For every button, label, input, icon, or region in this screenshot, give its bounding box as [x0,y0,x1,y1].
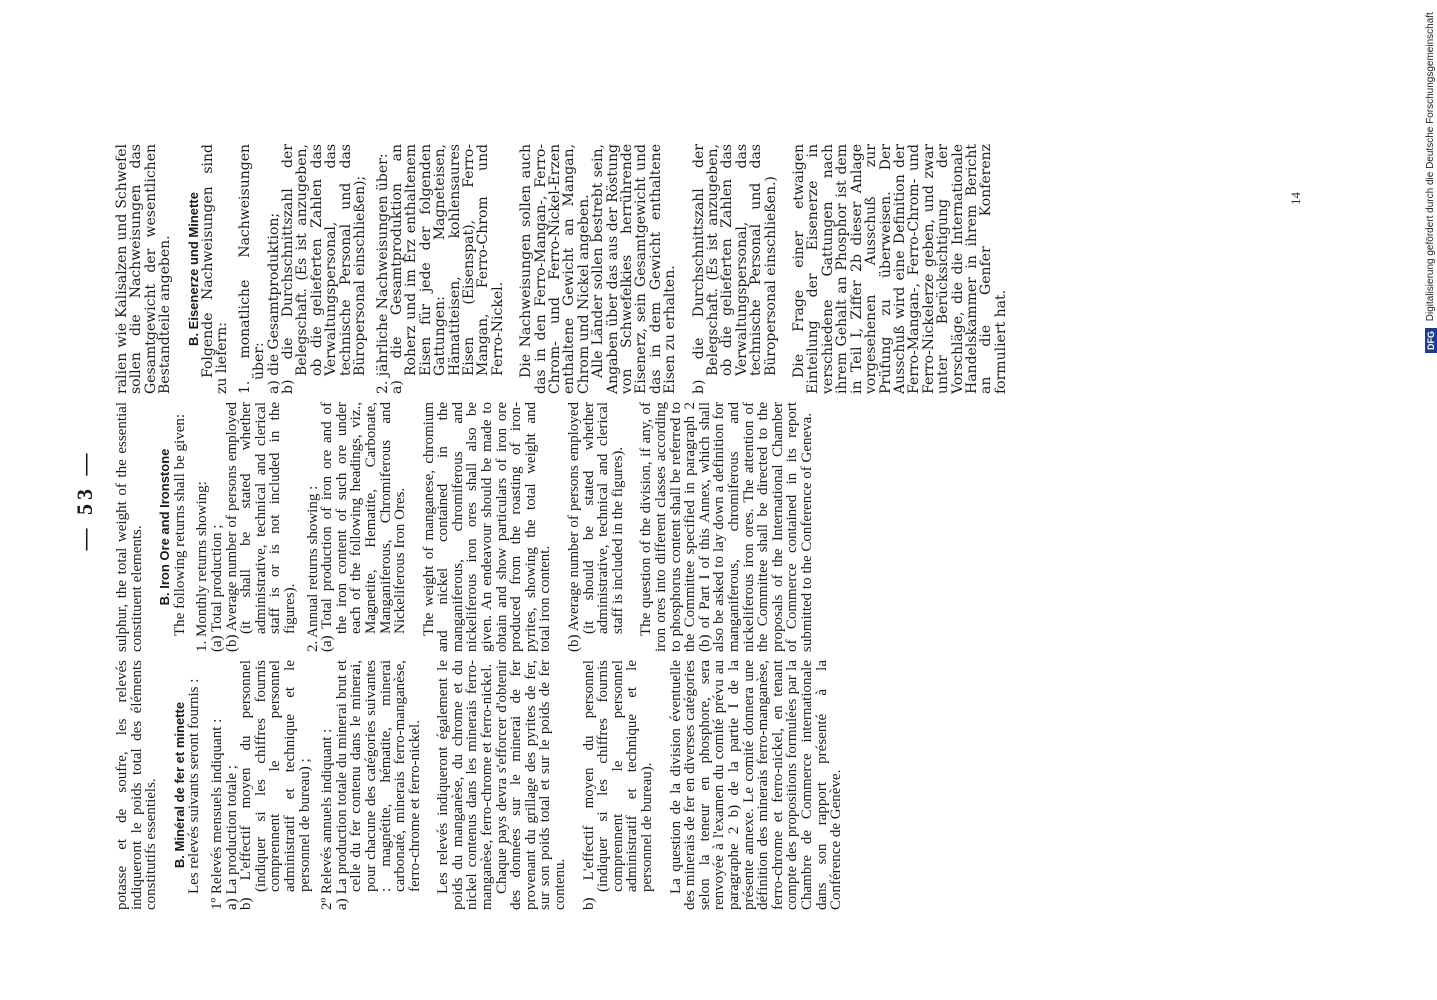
column-french [115,660,844,910]
en-item-2: 2. Annual returns showing : [304,485,321,652]
page-number: — 53 — [72,449,97,551]
folio-number: 14 [1288,192,1303,205]
fr-item-1b: b) L'effectif moyen du personnel (indiquer si les chiffres fournis comprennent le personnel administratif et technique et le personnel de bureau) ; [238,660,313,910]
en-item-2a: (a) Total production of iron ore and of the iron content of such ore under each of the following headings, viz., Magnetite, Hematite, Carbonate, Manganiferous, Chromiferous and Nickeliferous Iron Ores. [319,402,409,652]
credit-text: Digitalisierung gefördert durch die Deutsche Forschungsgemeinschaft [1425,12,1436,322]
en-lead: The following returns shall be given: [171,413,188,636]
en-item-1a: (a) Total production ; [208,524,225,652]
de-item-2a: a) die Gesamtproduktion an Roherz und im Erz enthaltenem Eisen für jede der folgenden Gattungen: Magneteisen, Hämatiteisen, kohlensaures Eisen (Eisenspat), Ferro-Mangan, Ferro-Chrom und Ferro-Nickel. [388,144,506,394]
fr-lead: Les relevés suivants seront fournis : [186,678,203,894]
de-item-1: 1. monatliche Nachweisungen über: [236,144,268,394]
fr-para-3: La question de la division éventuelle des minerais de fer en diverses catégories selon la teneur en phosphore, sera renvoyée à l'examen du comité prévu au paragraphe 2 b) de la partie I de la présente annexe. Le comité donnera une définition des minerais ferro-manganèse, ferro-chrome et ferro-nickel, en tenant compte des propositions formulées par la Chambre de Commerce internationale dans son rapport présenté à la Conférence de Genève. [667,660,845,910]
de-item-2: 2. jährliche Nachweisungen über: [374,153,391,394]
fr-para-1: Les relevés indiqueront également le poids du manganèse, du chrome et du nickel contenus dans les minerais ferro-manganèse, ferro-chrome et ferro-nickel. [435,660,496,910]
column-english [115,402,815,652]
en-item-1: 1. Monthly returns showing: [194,481,211,652]
en-para-1: The weight of manganese, chromium and nickel contained in the manganiferous, chromiferous and nickeliferous iron ores shall also be given. An endeavour should be made to obtain and show particulars of iron ore produced from the roasting of iron-pyrites, showing the total weight and total iron content. [420,402,554,652]
de-item-1b: b) die Durchschnittszahl der Belegschaft. (Es ist anzugeben, ob die gelieferten Zahlen das Verwaltungspersonal, das technische Personal und das Büropersonal einschließen); [280,144,369,394]
en-para-3: The question of the division, if any, of iron ores into different classes according to phosphorus content shall be referred to the Committee specified in paragraph 2 (b) of Part I of this Annex, which shall also be asked to lay down a definition for manganiferous, chromiferous and nickeliferous iron ores. The attention of the Committee shall be directed to the proposals of the International Chamber of Commerce contained in its report submitted to the Conference of Geneva. [638,402,815,652]
de-para-2: Alle Länder sollen bestrebt sein, Angaben über das aus der Röstung von Schwefelkies herrührende Eisenerz, sein Gesamtgewicht und das in dem Gewicht enthaltene Eisen zu erhalten. [590,144,679,394]
column-german [115,144,1008,394]
de-item-1a: a) die Gesamtproduktion; [265,212,282,394]
de-item-2b: b) die Durchschnittszahl der Belegschaft. (Es ist anzugeben, ob die gelieferten Zahlen das Verwaltungspersonal, das technische Personal und das Büropersonal einschließen.) [690,144,779,394]
en-heading: B. Iron Ore and Ironstone [157,448,173,606]
de-para-1: Die Nachweisungen sollen auch das in den Ferro-Mangan-, Ferro-Chrom- und Ferro-Nickel-Erzen enthaltene Gewicht an Mangan, Chrom und Nickel angeben. [518,144,592,394]
de-para-3: Die Frage einer etwaigen Einteilung der Eisenerze in verschiedene Gattungen nach ihrem Gehalt an Phosphor ist dem in Teil I, Ziffer 2b dieser Anlage vorgesehenen Ausschuß zur Prüfung zu überweisen. Der Ausschuß wird eine Definition der Ferro-Mangan-, Ferro-Chrom- und Ferro-Nickelerze geben, und zwar unter Berücksichtigung der Vorschläge, die die Internationale Handelskammer in ihrem Bericht an die Genfer Konferenz formuliert hat. [791,144,1009,394]
fr-heading: B. Minéral de fer et minette [171,701,187,869]
fr-intro: potasse et de soufre, les relevés indiqueront le poids total des éléments constitutifs essentiels. [114,660,160,910]
fr-item-2b: b) L'effectif moyen du personnel (indiquer si les chiffres fournis comprennent le personnel administratif et technique et le personnel de bureau). [580,660,655,910]
de-heading: B. Eisenerze und Minette [185,192,201,346]
fr-item-1: 1º Relevés mensuels indiquant : [208,718,225,910]
fr-item-1a: a) La production totale ; [223,765,240,910]
dfg-logo: DFG [1425,328,1437,353]
en-item-1b: (b) Average number of persons employed (it shall be stated whether administrative, technical and clerical staff is or is not included in the figures). [223,402,298,652]
fr-para-2: Chaque pays devra s'efforcer d'obtenir des données sur le minerai de fer provenant du grillage des pyrites de fer, sur son poids total et sur le poids de fer contenu. [493,660,569,910]
en-intro: sulphur, the total weight of the essential constituent elements. [114,402,145,652]
en-item-2b: (b) Average number of persons employed (it should be stated whether administrative, technical and clerical staff is included in the figures). [566,402,626,652]
de-lead: Folgende Nachweisungen sind zu liefern: [200,144,231,394]
de-intro: ralien wie Kalisalzen und Schwefel sollen die Nachweisungen das Gesamtgewicht der wesentlichen Bestandteile angeben. [114,144,174,394]
fr-item-2: 2º Relevés annuels indiquant : [319,728,336,910]
fr-item-2a: a) La production totale du minerai brut et celle du fer contenu dans le minerai, pour chacune des catégories suivantes : magnétite, hématite, minerai carbonaté, minerais ferro-manganèse, ferro-chrome et ferro-nickel. [333,660,423,910]
